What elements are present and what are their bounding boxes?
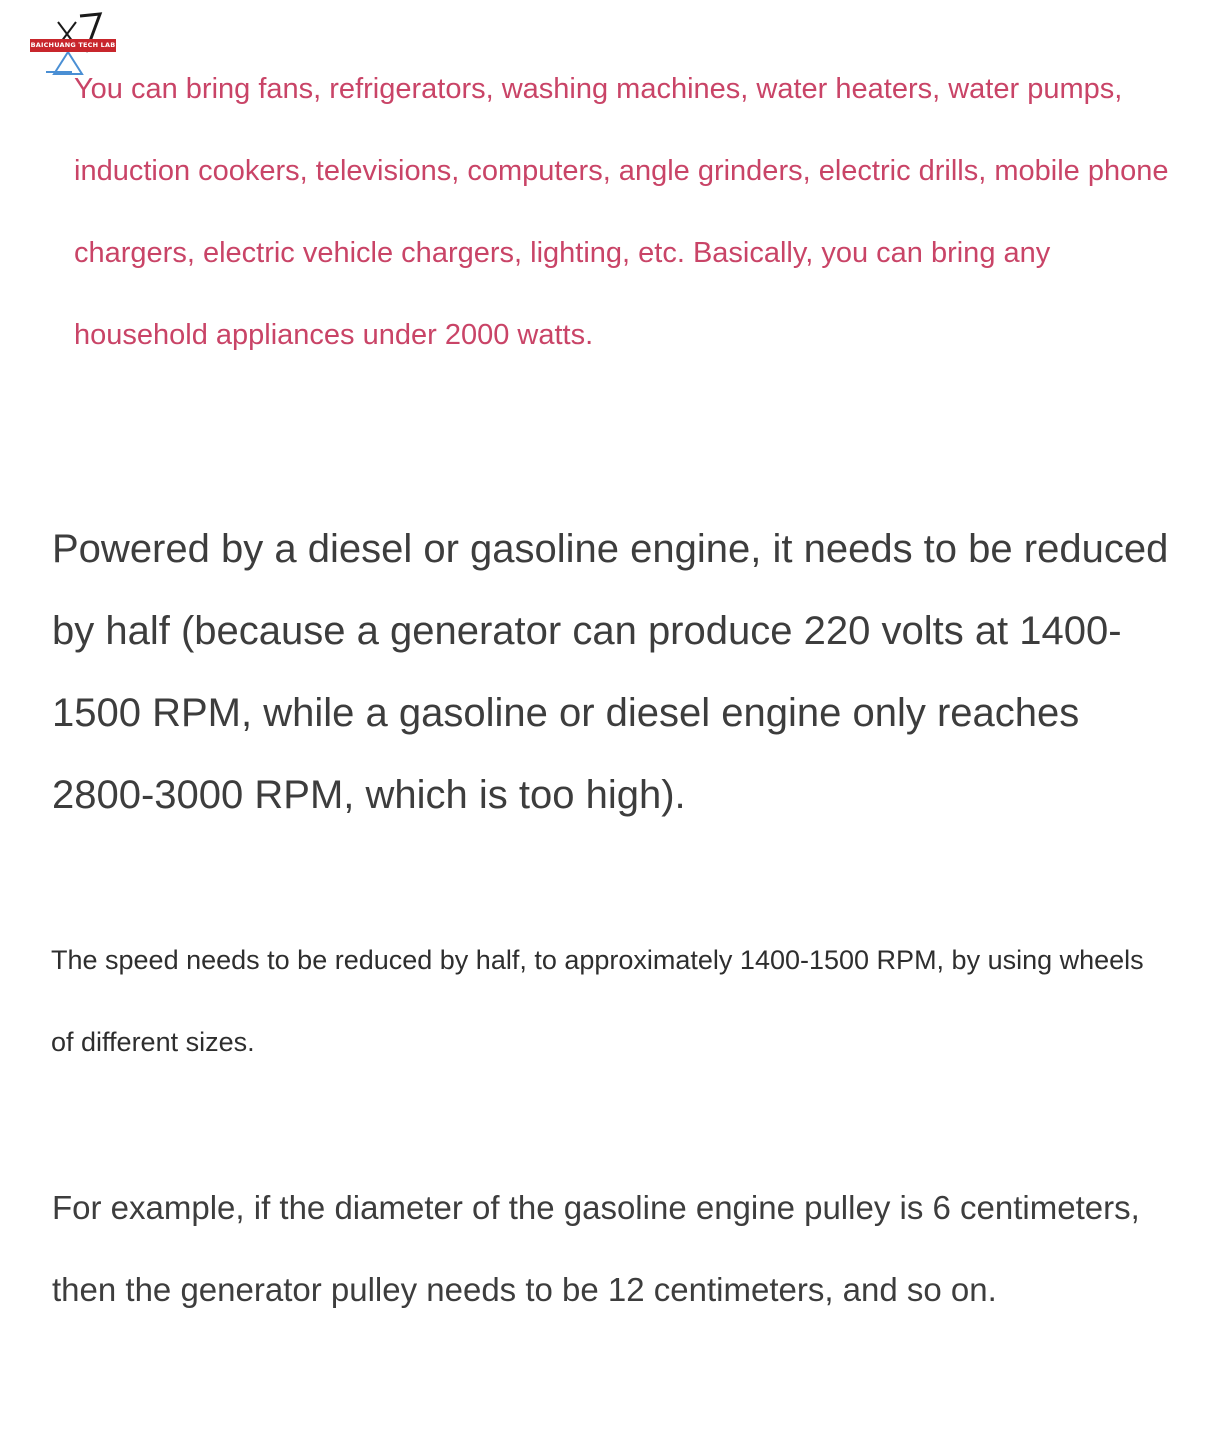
paragraph-example: For example, if the diameter of the gasoline engine pulley is 6 centimeters, then the generator pulley needs to be 12 centimeters, and so on. xyxy=(52,1189,1140,1308)
logo-text: BAICHUANG TECH LAB xyxy=(30,39,116,52)
paragraph-appliances: You can bring fans, refrigerators, washing machines, water heaters, water pumps, induction cookers, televisions, computers, angle grinders, electric drills, mobile phone chargers, electric vehicle chargers, lighting, etc. Basically, you can bring any household appliances under 2000 watts. xyxy=(74,73,1169,351)
paragraph-speed: The speed needs to be reduced by half, to approximately 1400-1500 RPM, by using wheels of different sizes. xyxy=(51,945,1144,1057)
paragraph-engine: Powered by a diesel or gasoline engine, it needs to be reduced by half (because a generator can produce 220 volts at 1400-1500 RPM, while a gasoline or diesel engine only reaches 2800-3000 RPM, which is too high). xyxy=(52,527,1169,817)
